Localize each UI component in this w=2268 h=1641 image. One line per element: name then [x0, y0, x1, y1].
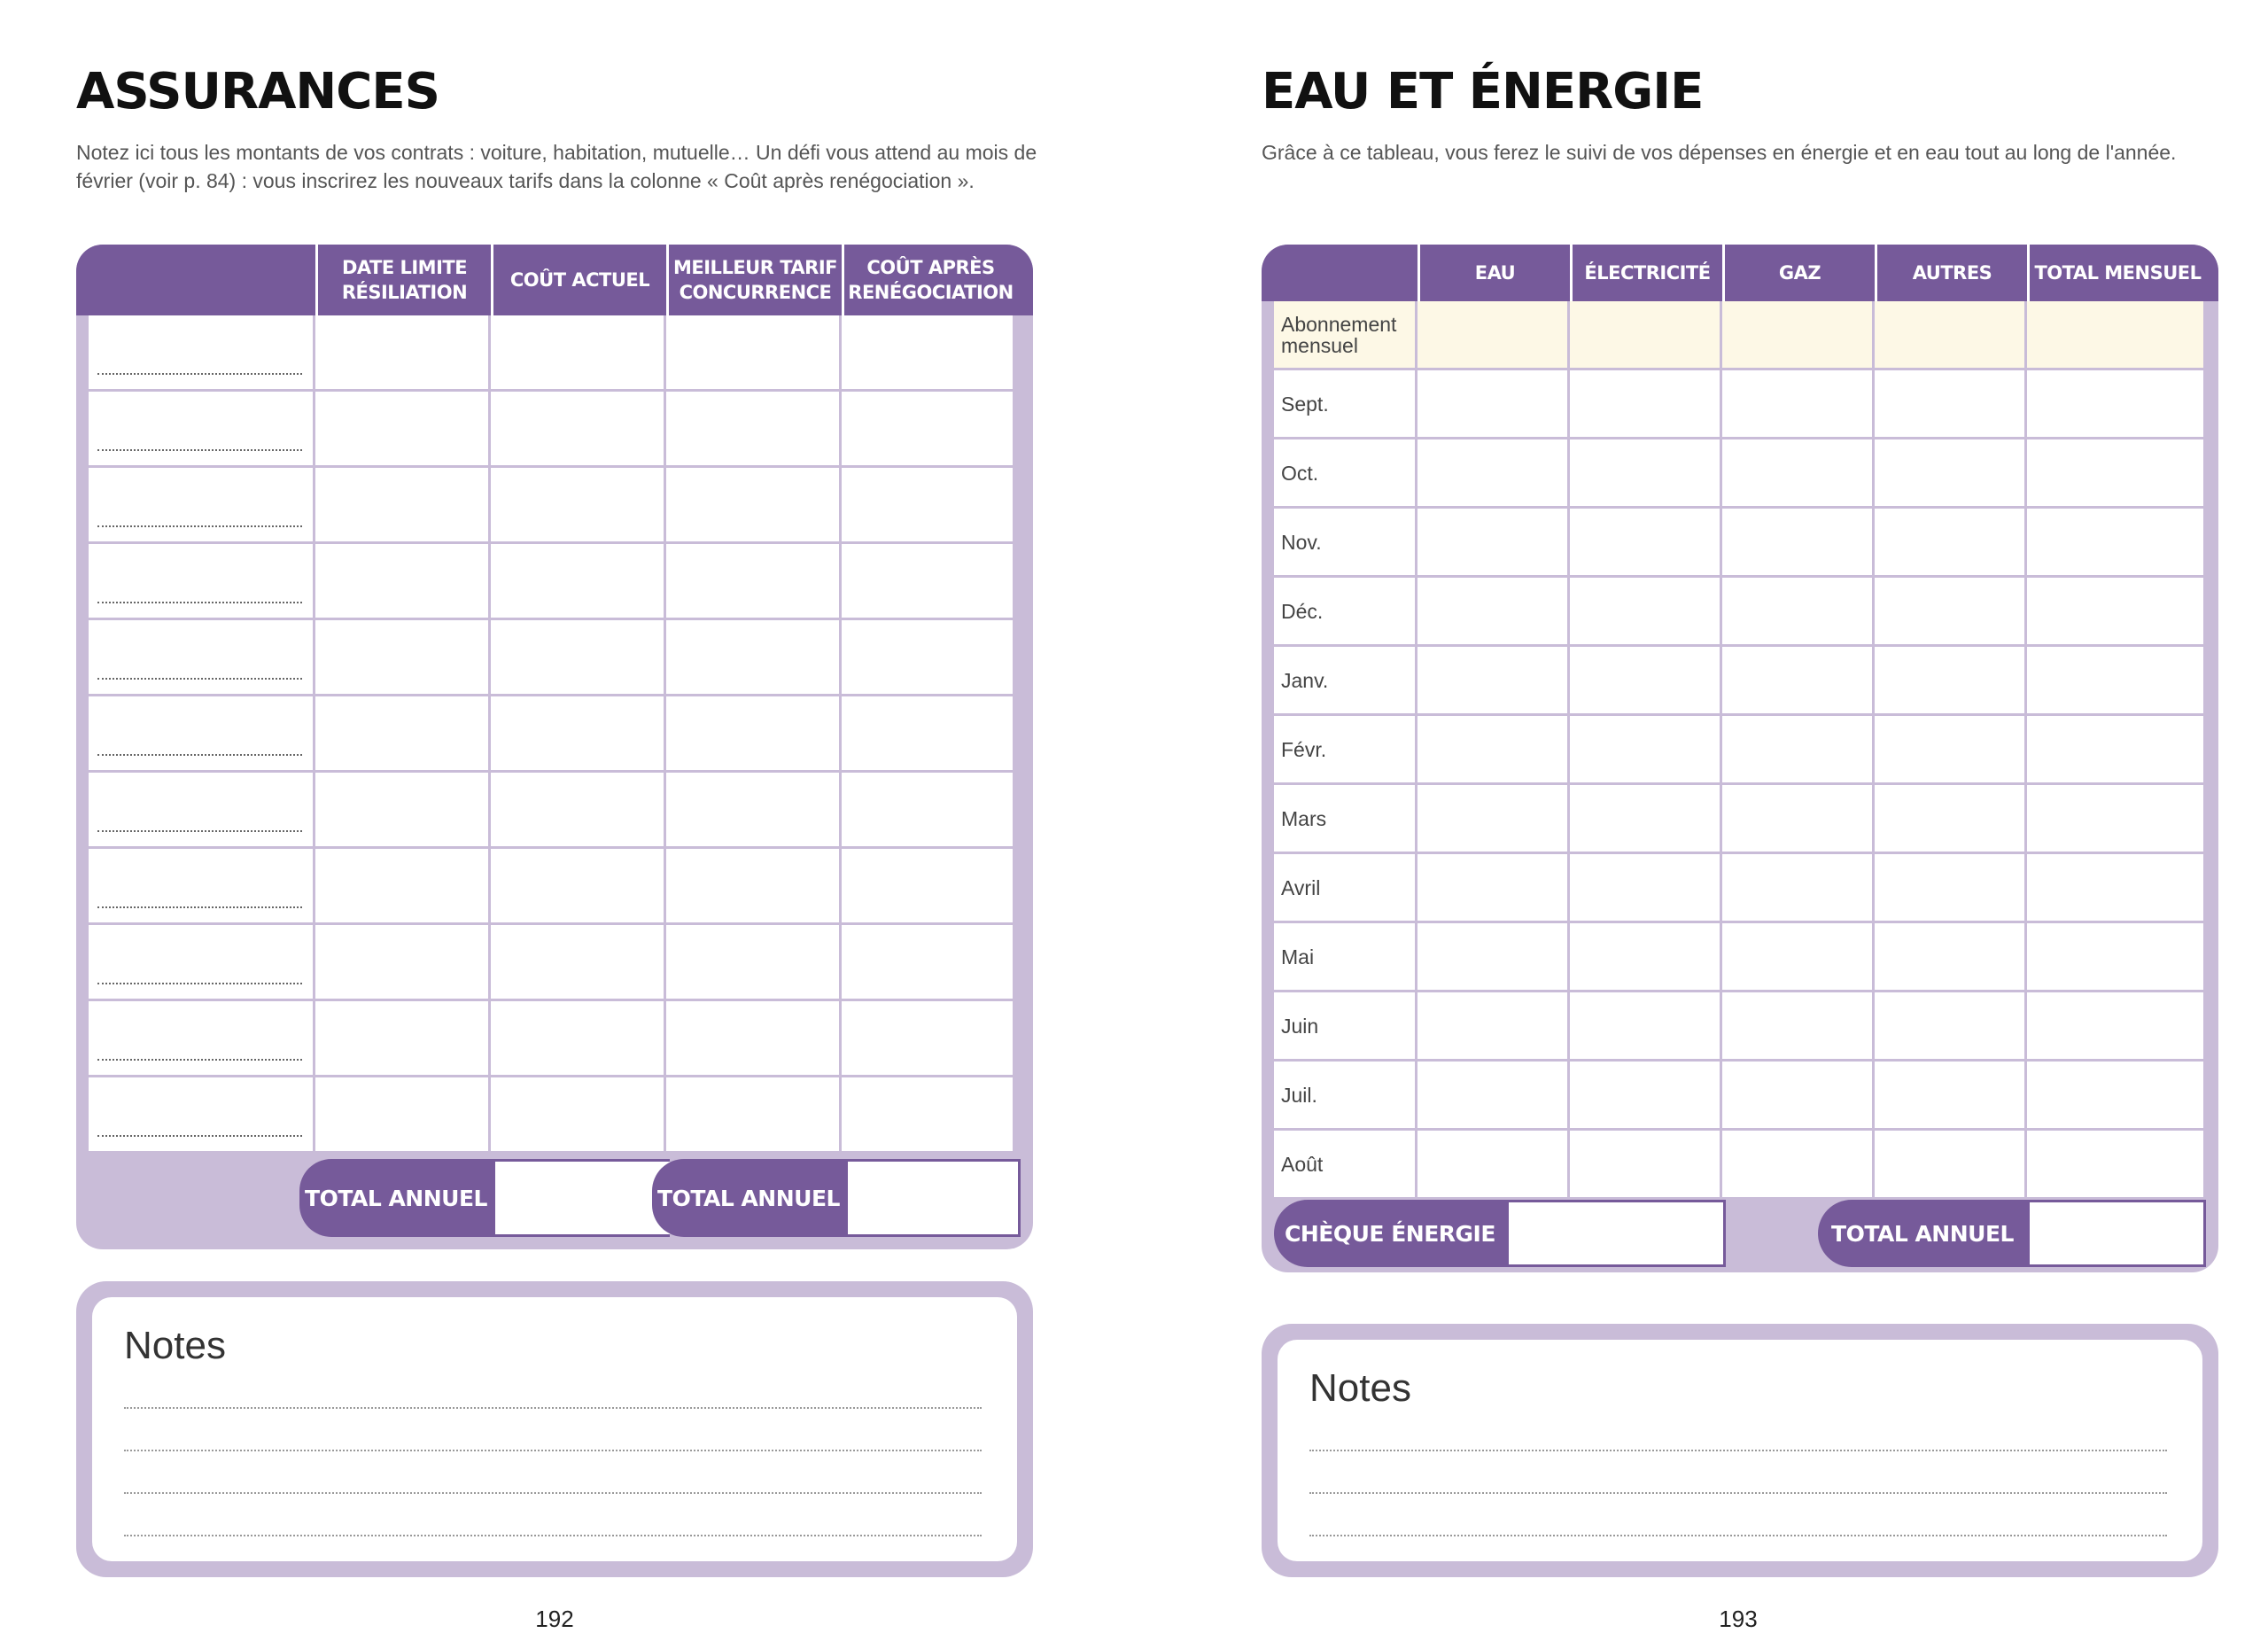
energy-value-cell[interactable]	[2027, 439, 2206, 509]
insurance-value-cell[interactable]	[315, 315, 491, 392]
insurance-value-cell[interactable]	[666, 544, 842, 620]
page-left	[76, 0, 1037, 1641]
insurance-value-cell[interactable]	[666, 773, 842, 849]
total-annuel-field-right[interactable]	[2027, 1200, 2206, 1267]
insurance-value-cell[interactable]	[491, 468, 666, 544]
energy-table	[1262, 245, 2218, 1272]
col-eau: EAU	[1418, 245, 1570, 301]
energy-value-cell[interactable]	[1875, 301, 2027, 370]
page-title-eau-energie: EAU ET ÉNERGIE	[1262, 63, 1704, 121]
month-label-cell	[1274, 1062, 1418, 1131]
insurance-grid	[89, 315, 1015, 1154]
dotted-writing-line	[97, 983, 302, 984]
dotted-writing-line	[97, 373, 302, 375]
month-label-cell	[1274, 992, 1418, 1062]
notes-box-left	[76, 1281, 1033, 1577]
row-label: Abonnement mensuel	[1281, 312, 1397, 357]
notes-line	[124, 1407, 982, 1409]
energy-value-cell[interactable]	[1570, 509, 1722, 578]
energy-value-cell[interactable]	[1418, 1131, 1570, 1200]
insurance-name-cell[interactable]	[89, 849, 315, 925]
energy-value-cell[interactable]	[1570, 578, 1722, 647]
dotted-writing-line	[97, 525, 302, 527]
insurance-value-cell[interactable]	[666, 1077, 842, 1154]
notes-title-left: Notes	[124, 1324, 226, 1367]
energy-value-cell[interactable]	[1418, 578, 1570, 647]
energy-value-cell[interactable]	[1418, 785, 1570, 854]
insurance-value-cell[interactable]	[491, 1001, 666, 1077]
dotted-writing-line	[97, 830, 302, 832]
month-label-cell	[1274, 509, 1418, 578]
energy-value-cell[interactable]	[2027, 509, 2206, 578]
insurance-value-cell[interactable]	[315, 1001, 491, 1077]
page-title-assurances: ASSURANCES	[76, 63, 439, 121]
energy-value-cell[interactable]	[1875, 578, 2027, 647]
insurance-value-cell[interactable]	[491, 925, 666, 1001]
row-label: Févr.	[1281, 737, 1327, 761]
row-label: Janv.	[1281, 668, 1329, 692]
insurance-value-cell[interactable]	[491, 849, 666, 925]
insurance-value-cell[interactable]	[315, 849, 491, 925]
energy-value-cell[interactable]	[1722, 578, 1875, 647]
energy-value-cell[interactable]	[1875, 509, 2027, 578]
energy-value-cell[interactable]	[2027, 301, 2206, 370]
energy-value-cell[interactable]	[1418, 439, 1570, 509]
energy-value-cell[interactable]	[1875, 854, 2027, 923]
insurance-table-header	[76, 245, 1033, 315]
energy-value-cell[interactable]	[2027, 647, 2206, 716]
energy-value-cell[interactable]	[1722, 301, 1875, 370]
energy-value-cell[interactable]	[1875, 923, 2027, 992]
energy-value-cell[interactable]	[1722, 439, 1875, 509]
insurance-value-cell[interactable]	[491, 620, 666, 696]
energy-value-cell[interactable]	[1722, 509, 1875, 578]
energy-value-cell[interactable]	[1570, 1062, 1722, 1131]
insurance-name-cell[interactable]	[89, 620, 315, 696]
row-label: Juil.	[1281, 1083, 1317, 1107]
energy-value-cell[interactable]	[1418, 854, 1570, 923]
energy-value-cell[interactable]	[1875, 992, 2027, 1062]
insurance-name-cell[interactable]	[89, 468, 315, 544]
energy-value-cell[interactable]	[1570, 785, 1722, 854]
energy-value-cell[interactable]	[1570, 301, 1722, 370]
energy-value-cell[interactable]	[1722, 785, 1875, 854]
energy-table-header	[1262, 245, 2218, 301]
insurance-name-cell[interactable]	[89, 773, 315, 849]
insurance-value-cell[interactable]	[842, 1001, 1015, 1077]
energy-value-cell[interactable]	[1418, 992, 1570, 1062]
insurance-value-cell[interactable]	[315, 392, 491, 468]
energy-value-cell[interactable]	[1418, 923, 1570, 992]
energy-value-cell[interactable]	[2027, 992, 2206, 1062]
energy-value-cell[interactable]	[1722, 716, 1875, 785]
energy-value-cell[interactable]	[1875, 1062, 2027, 1131]
notes-area-right[interactable]	[1278, 1340, 2202, 1561]
total-annuel-field-2[interactable]	[845, 1159, 1021, 1237]
row-label: Sept.	[1281, 392, 1329, 416]
notes-line	[1309, 1450, 2167, 1451]
row-label: Oct.	[1281, 461, 1319, 485]
energy-value-cell[interactable]	[1722, 370, 1875, 439]
insurance-value-cell[interactable]	[315, 925, 491, 1001]
dotted-writing-line	[97, 602, 302, 603]
insurance-value-cell[interactable]	[315, 468, 491, 544]
energy-value-cell[interactable]	[1570, 923, 1722, 992]
total-annuel-label-2: TOTAL ANNUEL	[652, 1159, 845, 1237]
insurance-value-cell[interactable]	[666, 696, 842, 773]
dotted-writing-line	[97, 678, 302, 680]
row-label: Déc.	[1281, 599, 1324, 623]
insurance-value-cell[interactable]	[666, 392, 842, 468]
insurance-value-cell[interactable]	[491, 315, 666, 392]
energy-value-cell[interactable]	[1418, 509, 1570, 578]
notes-title-right: Notes	[1309, 1366, 1411, 1410]
insurance-value-cell[interactable]	[842, 620, 1015, 696]
insurance-value-cell[interactable]	[842, 925, 1015, 1001]
insurance-value-cell[interactable]	[842, 468, 1015, 544]
col-date-limite: DATE LIMITE RÉSILIATION	[315, 245, 491, 315]
insurance-name-cell[interactable]	[89, 925, 315, 1001]
energy-value-cell[interactable]	[2027, 854, 2206, 923]
insurance-name-cell[interactable]	[89, 392, 315, 468]
notes-box-right	[1262, 1324, 2218, 1577]
insurance-value-cell[interactable]	[315, 696, 491, 773]
notes-line	[1309, 1535, 2167, 1536]
energy-value-cell[interactable]	[2027, 785, 2206, 854]
insurance-value-cell[interactable]	[842, 773, 1015, 849]
insurance-value-cell[interactable]	[666, 468, 842, 544]
insurance-value-cell[interactable]	[666, 849, 842, 925]
energy-value-cell[interactable]	[2027, 923, 2206, 992]
energy-value-cell[interactable]	[1570, 370, 1722, 439]
insurance-table	[76, 245, 1033, 1249]
insurance-name-cell[interactable]	[89, 315, 315, 392]
energy-value-cell[interactable]	[1722, 923, 1875, 992]
total-annuel-label-1: TOTAL ANNUEL	[299, 1159, 493, 1237]
col-cout-apres: COÛT APRÈS RENÉGOCIATION	[842, 245, 1017, 315]
insurance-value-cell[interactable]	[666, 315, 842, 392]
notes-line	[124, 1450, 982, 1451]
insurance-name-cell[interactable]	[89, 696, 315, 773]
insurance-value-cell[interactable]	[842, 315, 1015, 392]
energy-value-cell[interactable]	[1418, 301, 1570, 370]
energy-value-cell[interactable]	[2027, 370, 2206, 439]
energy-value-cell[interactable]	[1570, 439, 1722, 509]
insurance-name-cell[interactable]	[89, 1077, 315, 1154]
month-label-cell	[1274, 578, 1418, 647]
col-meilleur-tarif: MEILLEUR TARIF CONCURRENCE	[666, 245, 842, 315]
cheque-energie-label: CHÈQUE ÉNERGIE	[1274, 1200, 1506, 1267]
insurance-value-cell[interactable]	[491, 696, 666, 773]
energy-value-cell[interactable]	[1875, 647, 2027, 716]
insurance-value-cell[interactable]	[491, 392, 666, 468]
energy-grid	[1274, 301, 2206, 1200]
energy-value-cell[interactable]	[1570, 992, 1722, 1062]
col-gaz: GAZ	[1722, 245, 1875, 301]
month-label-cell	[1274, 370, 1418, 439]
col-cout-actuel: COÛT ACTUEL	[491, 245, 666, 315]
page-number-left: 192	[535, 1606, 574, 1632]
month-label-cell	[1274, 923, 1418, 992]
insurance-value-cell[interactable]	[842, 1077, 1015, 1154]
energy-value-cell[interactable]	[2027, 1062, 2206, 1131]
insurance-value-cell[interactable]	[666, 925, 842, 1001]
energy-value-cell[interactable]	[2027, 1131, 2206, 1200]
insurance-value-cell[interactable]	[491, 773, 666, 849]
row-label: Juin	[1281, 1014, 1319, 1038]
notes-line	[124, 1535, 982, 1536]
insurance-value-cell[interactable]	[491, 1077, 666, 1154]
row-label: Mars	[1281, 806, 1327, 830]
intro-assurances: Notez ici tous les montants de vos contrats : voiture, habitation, mutuelle… Un défi vous attend au mois de février (voir p. 84) : vous inscrirez les nouveaux tarifs dans la colonne « Coût après renégociation ».	[76, 141, 1037, 192]
dotted-writing-line	[97, 449, 302, 451]
month-label-cell	[1274, 439, 1418, 509]
dotted-writing-line	[97, 754, 302, 756]
insurance-value-cell[interactable]	[842, 392, 1015, 468]
energy-value-cell[interactable]	[1875, 370, 2027, 439]
insurance-value-cell[interactable]	[315, 544, 491, 620]
energy-value-cell[interactable]	[1570, 716, 1722, 785]
intro-eau-energie: Grâce à ce tableau, vous ferez le suivi de vos dépenses en énergie et en eau tout au long de l'année.	[1262, 141, 2177, 164]
energy-value-cell[interactable]	[1875, 716, 2027, 785]
dotted-writing-line	[97, 906, 302, 908]
energy-value-cell[interactable]	[1570, 1131, 1722, 1200]
notes-line	[124, 1492, 982, 1494]
energy-value-cell[interactable]	[1722, 854, 1875, 923]
insurance-name-cell[interactable]	[89, 544, 315, 620]
month-label-cell	[1274, 854, 1418, 923]
energy-value-cell[interactable]	[1418, 1062, 1570, 1131]
insurance-value-cell[interactable]	[315, 1077, 491, 1154]
insurance-name-cell[interactable]	[89, 1001, 315, 1077]
energy-value-cell[interactable]	[1722, 992, 1875, 1062]
insurance-value-cell[interactable]	[491, 544, 666, 620]
notes-area-left[interactable]	[92, 1297, 1017, 1561]
month-label-cell	[1274, 716, 1418, 785]
energy-value-cell[interactable]	[1418, 647, 1570, 716]
dotted-writing-line	[97, 1135, 302, 1137]
energy-value-cell[interactable]	[1570, 647, 1722, 716]
insurance-value-cell[interactable]	[315, 773, 491, 849]
energy-value-cell[interactable]	[1418, 370, 1570, 439]
energy-value-cell[interactable]	[1875, 785, 2027, 854]
month-label-cell	[1274, 647, 1418, 716]
cheque-energie-field[interactable]	[1506, 1200, 1726, 1267]
row-label: Mai	[1281, 945, 1315, 968]
energy-value-cell[interactable]	[2027, 716, 2206, 785]
row-label: Nov.	[1281, 530, 1322, 554]
col-electricite: ÉLECTRICITÉ	[1570, 245, 1722, 301]
insurance-value-cell[interactable]	[666, 1001, 842, 1077]
energy-value-cell[interactable]	[1570, 854, 1722, 923]
month-label-cell	[1274, 785, 1418, 854]
insurance-value-cell[interactable]	[315, 620, 491, 696]
month-label-cell	[1274, 301, 1418, 370]
energy-value-cell[interactable]	[2027, 578, 2206, 647]
insurance-value-cell[interactable]	[842, 696, 1015, 773]
row-label: Août	[1281, 1152, 1324, 1176]
total-annuel-label-right: TOTAL ANNUEL	[1818, 1200, 2027, 1267]
energy-value-cell[interactable]	[1722, 1131, 1875, 1200]
insurance-value-cell[interactable]	[666, 620, 842, 696]
dotted-writing-line	[97, 1059, 302, 1061]
energy-value-cell[interactable]	[1875, 439, 2027, 509]
energy-value-cell[interactable]	[1418, 716, 1570, 785]
page-right	[1262, 0, 2218, 1641]
col-total-mensuel: TOTAL MENSUEL	[2027, 245, 2206, 301]
insurance-value-cell[interactable]	[842, 849, 1015, 925]
insurance-value-cell[interactable]	[842, 544, 1015, 620]
energy-value-cell[interactable]	[1722, 1062, 1875, 1131]
row-label: Avril	[1281, 875, 1321, 899]
total-annuel-field-1[interactable]	[493, 1159, 670, 1237]
energy-value-cell[interactable]	[1875, 1131, 2027, 1200]
col-autres: AUTRES	[1875, 245, 2027, 301]
month-label-cell	[1274, 1131, 1418, 1200]
notes-line	[1309, 1492, 2167, 1494]
page-number-right: 193	[1719, 1606, 1758, 1632]
energy-value-cell[interactable]	[1722, 647, 1875, 716]
